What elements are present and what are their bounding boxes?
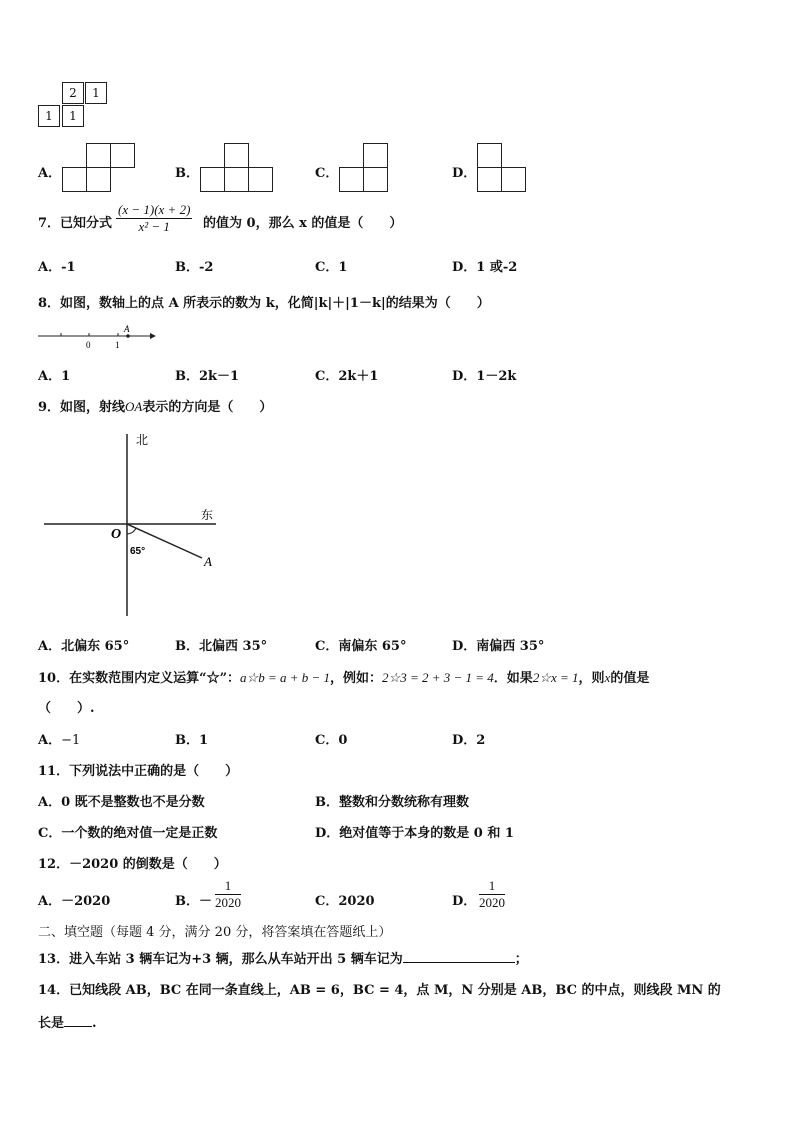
option-label: A．: [38, 733, 62, 748]
q10-stem-line1: [38, 667, 649, 686]
q9-option-b: [175, 635, 267, 654]
q11-option-d: [315, 822, 514, 841]
q10-option-d: [452, 729, 485, 748]
q11-option-c: [38, 822, 217, 841]
q7-fraction: [116, 202, 192, 235]
ray-a-label: A: [204, 554, 212, 569]
q7-option-d: [452, 256, 517, 275]
q12-option-b-fraction: [215, 878, 241, 911]
option-text: 0 既不是整数也不是分数: [61, 795, 205, 810]
q14-line2: [38, 1012, 97, 1031]
option-label: C．: [315, 894, 339, 909]
option-text: 北偏东 65°: [61, 639, 130, 654]
option-label: B．: [315, 795, 339, 810]
option-label: B．: [175, 260, 199, 275]
fraction-numerator: 1: [215, 878, 241, 895]
q9-stem: [38, 396, 272, 415]
q12-option-d-label: D．: [452, 894, 477, 909]
option-label: A．: [38, 639, 62, 654]
option-label: C．: [315, 369, 339, 384]
option-label: B．: [175, 894, 199, 909]
fraction-denominator: 2020: [215, 895, 241, 910]
q12-option-b-label: [175, 890, 212, 909]
option-label: A．: [38, 260, 62, 275]
option-label: C．: [315, 260, 339, 275]
q7-stem-prefix: 7．已知分式: [38, 216, 113, 231]
grid-cell: 2: [62, 82, 84, 104]
q13-stem-end: ；: [514, 952, 528, 967]
east-label: 东: [201, 508, 214, 522]
option-text: 0: [338, 733, 348, 748]
q7-option-c: [315, 256, 347, 275]
q10-stem-part: 10．在实数范围内定义运算“☆”：: [38, 671, 241, 686]
option-text: 整数和分数统称有理数: [339, 795, 470, 810]
q9-option-a: [38, 635, 129, 654]
grid-cell: 1: [38, 105, 60, 127]
option-text: -2: [199, 260, 214, 275]
q6-option-b-label: B．: [175, 166, 199, 181]
answer-blank[interactable]: [64, 1014, 92, 1027]
option-label: B．: [175, 639, 199, 654]
section-heading: 二、填空题（每题 4 分，满分 20 分，将答案填在答题纸上）: [38, 925, 392, 940]
q8-option-d: [452, 365, 516, 384]
q10-option-b: [175, 729, 208, 748]
q7-option-a: [38, 256, 76, 275]
option-text: 南偏东 65°: [338, 639, 407, 654]
q13-stem: [38, 948, 528, 967]
option-text: 1－2k: [476, 369, 517, 384]
option-text: -1: [61, 260, 76, 275]
option-text: 南偏西 35°: [476, 639, 545, 654]
q11-option-a: [38, 791, 205, 810]
q9-direction-figure: [40, 428, 230, 620]
option-text: 1: [338, 260, 348, 275]
q6-option-a-label: A．: [38, 166, 62, 181]
q7-numerator: (x − 1)(x + 2): [118, 202, 191, 217]
q10-definition: a☆b = a + b − 1: [240, 670, 331, 685]
option-text: 1: [199, 733, 209, 748]
tick-label-one: 1: [115, 340, 120, 350]
tick-label-zero: 0: [86, 340, 91, 350]
option-sign: －: [199, 894, 213, 909]
q11-option-b: [315, 791, 469, 810]
q14-line2-text: 长是: [38, 1016, 65, 1031]
q6-option-d-label: D．: [452, 166, 477, 181]
q10-stem-part: ，例如：: [330, 671, 383, 686]
q9-stem-prefix: 9．如图，射线: [38, 400, 126, 415]
option-label: D．: [452, 260, 477, 275]
q6-option-c-figure: [339, 143, 391, 191]
north-label: 北: [136, 433, 149, 447]
q10-stem-part: ，则: [578, 671, 605, 686]
q10-option-c: [315, 729, 347, 748]
option-label: A．: [38, 894, 62, 909]
q10-stem-line2: （ ）.: [38, 701, 95, 716]
option-text: 2k＋1: [338, 369, 379, 384]
q7-denominator: x² − 1: [138, 219, 170, 234]
option-label: D．: [452, 733, 477, 748]
option-label: D．: [315, 826, 340, 841]
q9-stem-var: OA: [125, 399, 143, 414]
fraction-denominator: 2020: [479, 895, 505, 910]
option-text: 2k－1: [199, 369, 240, 384]
q12-option-a: [38, 890, 110, 909]
option-label: C．: [315, 639, 339, 654]
q7-option-b: [175, 256, 213, 275]
grid-cell: 1: [62, 105, 84, 127]
option-text: 2020: [338, 894, 375, 909]
q8-option-b: [175, 365, 239, 384]
origin-label: O: [111, 527, 122, 542]
q6-option-c-label: C．: [315, 166, 339, 181]
q12-stem: 12．－2020 的倒数是（ ）: [38, 857, 227, 872]
q8-stem: 8．如图，数轴上的点 A 所表示的数为 k，化简|k|＋|1－k|的结果为（ ）: [38, 296, 490, 311]
q12-option-d-fraction: [479, 878, 505, 911]
q6-option-b-figure: [200, 143, 276, 191]
q10-var: x: [604, 670, 611, 685]
q10-stem-part: ．如果: [493, 671, 533, 686]
option-label: D．: [452, 369, 477, 384]
q14-line2-end: .: [92, 1016, 97, 1031]
q6-given-grid: [38, 82, 110, 130]
option-text: 1 或-2: [476, 260, 518, 275]
angle-label: 65°: [130, 546, 146, 557]
q12-option-c: [315, 890, 375, 909]
option-label: B．: [175, 733, 199, 748]
q9-stem-suffix: 表示的方向是（ ）: [142, 400, 273, 415]
option-text: 2: [476, 733, 486, 748]
q11-stem: 11．下列说法中正确的是（ ）: [38, 764, 239, 779]
q6-option-a-figure: [62, 143, 138, 191]
q9-option-c: [315, 635, 406, 654]
option-text: 绝对值等于本身的数是 0 和 1: [339, 826, 514, 841]
option-label: B．: [175, 369, 199, 384]
answer-blank[interactable]: [403, 950, 515, 963]
q9-option-d: [452, 635, 544, 654]
q8-option-c: [315, 365, 378, 384]
q14-line1: 14．已知线段 AB，BC 在同一条直线上，AB = 6，BC = 4，点 M，N 分别是 AB，BC 的中点，则线段 MN 的: [38, 983, 721, 998]
option-text: −1: [61, 733, 81, 748]
option-text: －2020: [61, 894, 111, 909]
q8-number-line: [36, 322, 160, 350]
option-label: A．: [38, 369, 62, 384]
q6-option-d-figure: [477, 143, 529, 191]
option-label: A．: [38, 795, 62, 810]
option-text: 1: [61, 369, 71, 384]
option-label: C．: [315, 733, 339, 748]
option-text: 北偏西 35°: [199, 639, 268, 654]
option-text: 一个数的绝对值一定是正数: [61, 826, 218, 841]
point-a-label: A: [124, 324, 130, 334]
q8-option-a: [38, 365, 70, 384]
q10-option-a: [38, 729, 80, 748]
q10-condition: 2☆x = 1: [532, 670, 579, 685]
grid-cell: 1: [85, 82, 107, 104]
q10-stem-part: 的值是: [610, 671, 650, 686]
option-label: C．: [38, 826, 62, 841]
fraction-numerator: 1: [479, 878, 505, 895]
option-label: D．: [452, 639, 477, 654]
q13-stem-text: 13．进入车站 3 辆车记为+3 辆，那么从车站开出 5 辆车记为: [38, 952, 403, 967]
q7-stem-suffix: 的值为 0，那么 x 的值是（ ）: [203, 216, 403, 231]
q10-example: 2☆3 = 2 + 3 − 1 = 4: [382, 670, 494, 685]
